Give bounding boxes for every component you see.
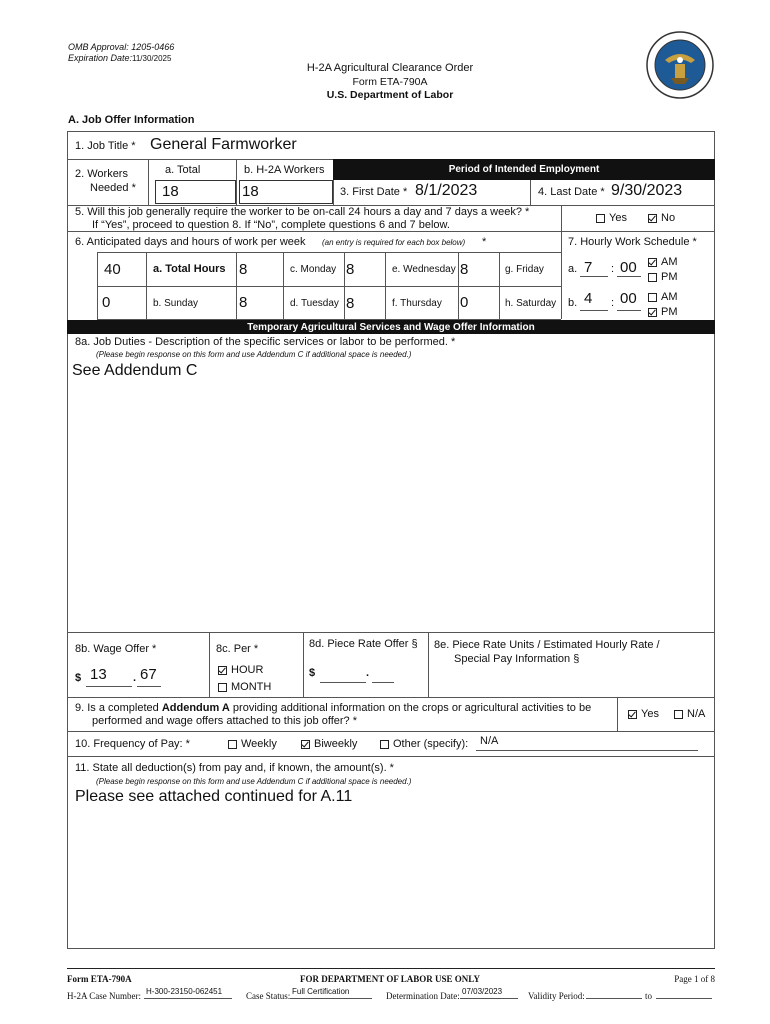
start-minute[interactable]: 00 [620, 259, 637, 276]
q9-line2: performed and wage offers attached to this job offer? * [92, 715, 357, 727]
checkbox-checked-icon [648, 214, 657, 223]
per-month[interactable]: MONTH [218, 681, 271, 693]
wage-dollars[interactable]: 13 [90, 666, 107, 683]
wednesday-label: e. Wednesday [392, 264, 456, 275]
footer-dol-use: FOR DEPARTMENT OF LABOR USE ONLY [300, 974, 480, 984]
checkbox-icon [648, 273, 657, 282]
first-date-label: 3. First Date * [340, 186, 408, 198]
friday-value[interactable]: 8 [239, 294, 248, 311]
end-minute[interactable]: 00 [620, 290, 637, 307]
q8e-line1: 8e. Piece Rate Units / Estimated Hourly Rate / [434, 639, 660, 651]
job-duties-value[interactable]: See Addendum C [72, 362, 198, 379]
per-hour[interactable]: HOUR [218, 664, 263, 676]
q11-label: 11. State all deduction(s) from pay and, if known, the amount(s). * [75, 762, 394, 774]
validity-label: Validity Period: [528, 991, 585, 1001]
expiration-value: 11/30/2025 [132, 54, 172, 63]
tuesday-label: d. Tuesday [290, 298, 339, 309]
monday-value[interactable]: 8 [346, 261, 355, 278]
wage-offer-bar: Temporary Agricultural Services and Wage Offer Information [67, 320, 715, 334]
job-title-value[interactable]: General Farmworker [150, 136, 297, 153]
workers-needed-label-1: 2. Workers [75, 168, 128, 180]
q5-line2: If “Yes”, proceed to question 8. If “No”, complete questions 6 and 7 below. [92, 219, 450, 231]
checkbox-checked-icon [301, 740, 310, 749]
q9-yes[interactable]: Yes [628, 708, 659, 720]
q8a-label: 8a. Job Duties - Description of the specific services or labor to be performed. * [75, 336, 456, 348]
checkbox-icon [674, 710, 683, 719]
form-title: H-2A Agricultural Clearance Order [306, 62, 474, 74]
job-title-label: 1. Job Title * [75, 140, 136, 152]
last-date-value[interactable]: 9/30/2023 [611, 182, 683, 199]
q9-line1: 9. Is a completed Addendum A providing additional information on the crops or agricultural activities to be [75, 702, 592, 714]
last-date-label: 4. Last Date * [538, 186, 605, 198]
end-am[interactable]: AM [648, 291, 678, 303]
dol-seal-icon [645, 30, 715, 100]
workers-needed-label-2: Needed * [90, 182, 136, 194]
start-am[interactable]: AM [648, 256, 678, 268]
start-pm[interactable]: PM [648, 271, 678, 283]
h2a-workers-label: b. H-2A Workers [244, 164, 325, 176]
h2a-workers-field[interactable] [239, 180, 333, 204]
saturday-label: h. Saturday [505, 298, 557, 309]
wage-cents[interactable]: 67 [140, 666, 157, 683]
friday-label: g. Friday [505, 264, 544, 275]
checkbox-icon [648, 293, 657, 302]
q11-note: (Please begin response on this form and use Addendum C if additional space is needed.) [96, 777, 412, 786]
wage-decimal: . [133, 672, 137, 684]
total-workers-field[interactable] [155, 180, 236, 204]
total-workers-value: 18 [162, 183, 179, 200]
department-name: U.S. Department of Labor [326, 89, 454, 101]
case-status-value[interactable]: Full Certification [292, 987, 350, 996]
q7-label: 7. Hourly Work Schedule * [568, 236, 697, 248]
q8b-label: 8b. Wage Offer * [75, 643, 157, 655]
total-hours-value[interactable]: 40 [104, 261, 121, 278]
total-workers-label: a. Total [165, 164, 201, 176]
case-status-label: Case Status: [246, 991, 291, 1001]
q6-label: 6. Anticipated days and hours of work per week [75, 236, 306, 248]
validity-to: to [645, 991, 653, 1001]
determination-value[interactable]: 07/03/2023 [462, 987, 503, 996]
start-time-label: a. [568, 263, 578, 275]
q8e-line2: Special Pay Information § [454, 653, 580, 665]
first-date-value[interactable]: 8/1/2023 [415, 182, 478, 199]
end-hour[interactable]: 4 [584, 290, 593, 307]
start-hour[interactable]: 7 [584, 259, 593, 276]
thursday-label: f. Thursday [392, 298, 442, 309]
checkbox-checked-icon [648, 258, 657, 267]
checkbox-icon [218, 683, 227, 692]
h2a-workers-value: 18 [242, 183, 259, 200]
wednesday-value[interactable]: 8 [460, 261, 469, 278]
sunday-label: b. Sunday [153, 298, 199, 309]
q8d-label: 8d. Piece Rate Offer § [309, 638, 418, 650]
footer-form: Form ETA-790A [67, 974, 132, 984]
pay-other-value[interactable]: N/A [480, 735, 499, 747]
monday-value-left[interactable]: 8 [239, 261, 248, 278]
pay-other[interactable]: Other (specify): [380, 738, 468, 750]
expiration-label: Expiration Date: [68, 53, 133, 63]
q6-star: * [482, 236, 487, 248]
form-number: Form ETA-790A [352, 76, 428, 88]
end-time-label: b. [568, 297, 578, 309]
case-number-label: H-2A Case Number: [67, 991, 141, 1001]
q5-no[interactable]: No [648, 212, 675, 224]
tuesday-value[interactable]: 8 [346, 295, 355, 312]
pay-biweekly[interactable]: Biweekly [301, 738, 357, 750]
q8c-label: 8c. Per * [216, 643, 259, 655]
q5-yes[interactable]: Yes [596, 212, 627, 224]
determination-label: Determination Date: [386, 991, 460, 1001]
checkbox-checked-icon [628, 710, 637, 719]
q6-note: (an entry is required for each box below) [322, 238, 466, 247]
q8a-note: (Please begin response on this form and use Addendum C if additional space is needed.) [96, 350, 412, 359]
dollar-sign: $ [75, 672, 82, 684]
piece-decimal: . [366, 667, 370, 679]
checkbox-icon [596, 214, 605, 223]
thursday-value[interactable]: 0 [460, 294, 469, 311]
monday-label: c. Monday [290, 264, 337, 275]
checkbox-icon [380, 740, 389, 749]
deductions-value[interactable]: Please see attached continued for A.11 [75, 788, 353, 805]
sunday-value[interactable]: 0 [102, 294, 111, 311]
q5-line1: 5. Will this job generally require the worker to be on-call 24 hours a day and 7 days a week? * [75, 206, 530, 218]
case-number-value[interactable]: H-300-23150-062451 [146, 987, 223, 996]
checkbox-icon [228, 740, 237, 749]
period-employment-bar: Period of Intended Employment [333, 159, 715, 180]
omb-approval: OMB Approval: 1205-0466 [68, 42, 175, 52]
q10-label: 10. Frequency of Pay: * [75, 738, 190, 750]
checkbox-checked-icon [218, 666, 227, 675]
q9-na[interactable]: N/A [674, 708, 705, 720]
pay-weekly[interactable]: Weekly [228, 738, 277, 750]
footer-page: Page 1 of 8 [674, 974, 715, 984]
piece-dollar-sign: $ [309, 667, 316, 679]
form-outer-box [67, 131, 715, 949]
end-pm[interactable]: PM [648, 306, 678, 318]
section-a-title: A. Job Offer Information [68, 114, 195, 126]
checkbox-checked-icon [648, 308, 657, 317]
total-hours-label: a. Total Hours [153, 263, 226, 275]
